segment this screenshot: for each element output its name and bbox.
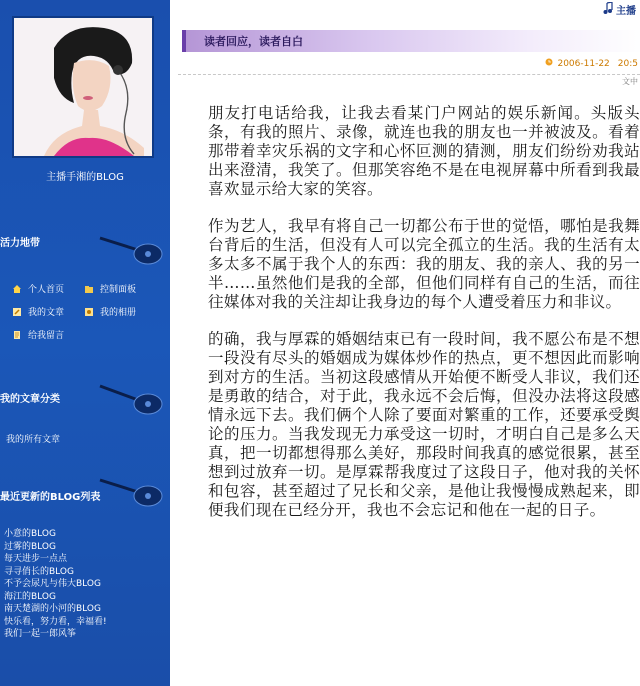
section-functions-title: 活力地带 [0,238,40,249]
list-item[interactable]: 我们一起一郎风筝 [4,629,77,639]
nav-menu [12,282,162,341]
list-item[interactable]: 过雾的BLOG [4,541,56,552]
nav-home[interactable] [12,282,84,295]
post-meta [545,58,638,69]
article-paragraph: 朋友打电话给我，让我去看某门户网站的娱乐新闻。头版头条，有我的照片、录像，就连也我的朋友也一并被波及。看着那带着幸灾乐祸的文字和心怀叵测的猜测，朋友们纷纷劝我站出来澄清，我笑了。但那笑容绝不是在电视屏幕中所看到我最喜欢显示给大家的笑容。 [208,104,640,198]
nav-my-album[interactable] [84,305,162,318]
avatar-illustration [14,18,152,156]
font-size-option[interactable]: 文中 [622,77,638,86]
top-link-label: 主播 [616,6,636,17]
category-all-articles[interactable]: 我的所有文章 [6,435,61,445]
nav-my-articles-label: 我的文章 [28,308,65,318]
list-item[interactable]: 南天楚湖的小河的BLOG [4,604,101,614]
post-time: 20:5 [617,58,638,69]
photo-icon [84,307,94,317]
nav-guestbook-label: 给我留言 [28,331,65,341]
section-categories-title: 我的文章分类 [0,394,60,405]
nav-my-album-label: 我的相册 [100,308,137,318]
section-recent-title: 最近更新的BLOG列表 [0,492,101,503]
nav-guestbook[interactable] [12,328,84,341]
pencil-icon [12,307,22,317]
section-categories-header [0,378,170,422]
list-item[interactable]: 不予会尿凡与伟大BLOG [4,579,101,589]
nav-control-panel[interactable] [84,282,162,295]
folder-icon [84,284,94,294]
recent-blog-list [4,528,166,641]
post-title-bar [182,30,640,52]
list-item[interactable]: 寻寻俏长的BLOG [4,566,74,577]
guitar-icon [98,470,166,510]
list-item[interactable]: 每天进步一点点 [4,554,68,564]
main-content [172,0,640,686]
music-note-icon [603,2,613,17]
article-paragraph: 作为艺人，我早有将自己一切都公布于世的觉悟，哪怕是我舞台背后的生活，但没有人可以完全孤立的生活。我的生活有太多太多不属于我个人的东西：我的朋友、我的亲人、我的另一半……虽然他们是我的全部，但他们同样有自己的生活，而往往媒体对我的关注却让我身边的每个人遭受着压力和非议。 [208,217,640,311]
article-body [208,104,640,538]
sidebar [0,0,170,686]
divider [178,74,640,75]
clock-icon [545,58,553,69]
post-date: 2006-11-22 [557,58,610,69]
section-recent-header [0,470,170,514]
top-link[interactable] [603,2,636,17]
home-icon [12,284,22,294]
nav-my-articles[interactable] [12,305,84,318]
list-item[interactable]: 海江的BLOG [4,591,56,602]
note-icon [12,330,22,340]
section-functions-header [0,228,170,272]
guitar-icon [98,228,166,268]
post-title: 读者回应，读者自白 [204,35,303,48]
guitar-icon [98,378,166,418]
nav-home-label: 个人首页 [28,285,65,295]
blog-owner-label: 主播手湘的BLOG [46,172,124,183]
list-item[interactable]: 小意的BLOG [4,529,56,539]
article-paragraph: 的确，我与厚霖的婚姻结束已有一段时间，我不愿公布是不想一段没有尽头的婚姻成为媒体炒作的热点，更不想因此而影响到对方的生活。当初这段感情从开始便不断受人非议，我们还是勇敢的结合，对于此，我永远不会后悔，但没办法将这段感情永远下去。我们俩个人除了要面对繁重的工作，还要承受舆论的压力。当我发现无力承受这一切时，才明白自己是多么天真，把一切都想得那么美好，那段时间我真的感觉很累，甚至想到过放弃一切。是厚霖帮我度过了这段日子，他对我的关怀和包容，甚至超过了兄长和父亲，是他让我慢慢成熟起来，即便我们现在已经分开，我也不会忘记和他在一起的日子。 [208,330,640,519]
list-item[interactable]: 快乐看，努力看，幸福看! [4,616,107,627]
nav-control-panel-label: 控制面板 [100,285,137,295]
avatar [12,16,154,158]
top-strip [172,0,640,20]
